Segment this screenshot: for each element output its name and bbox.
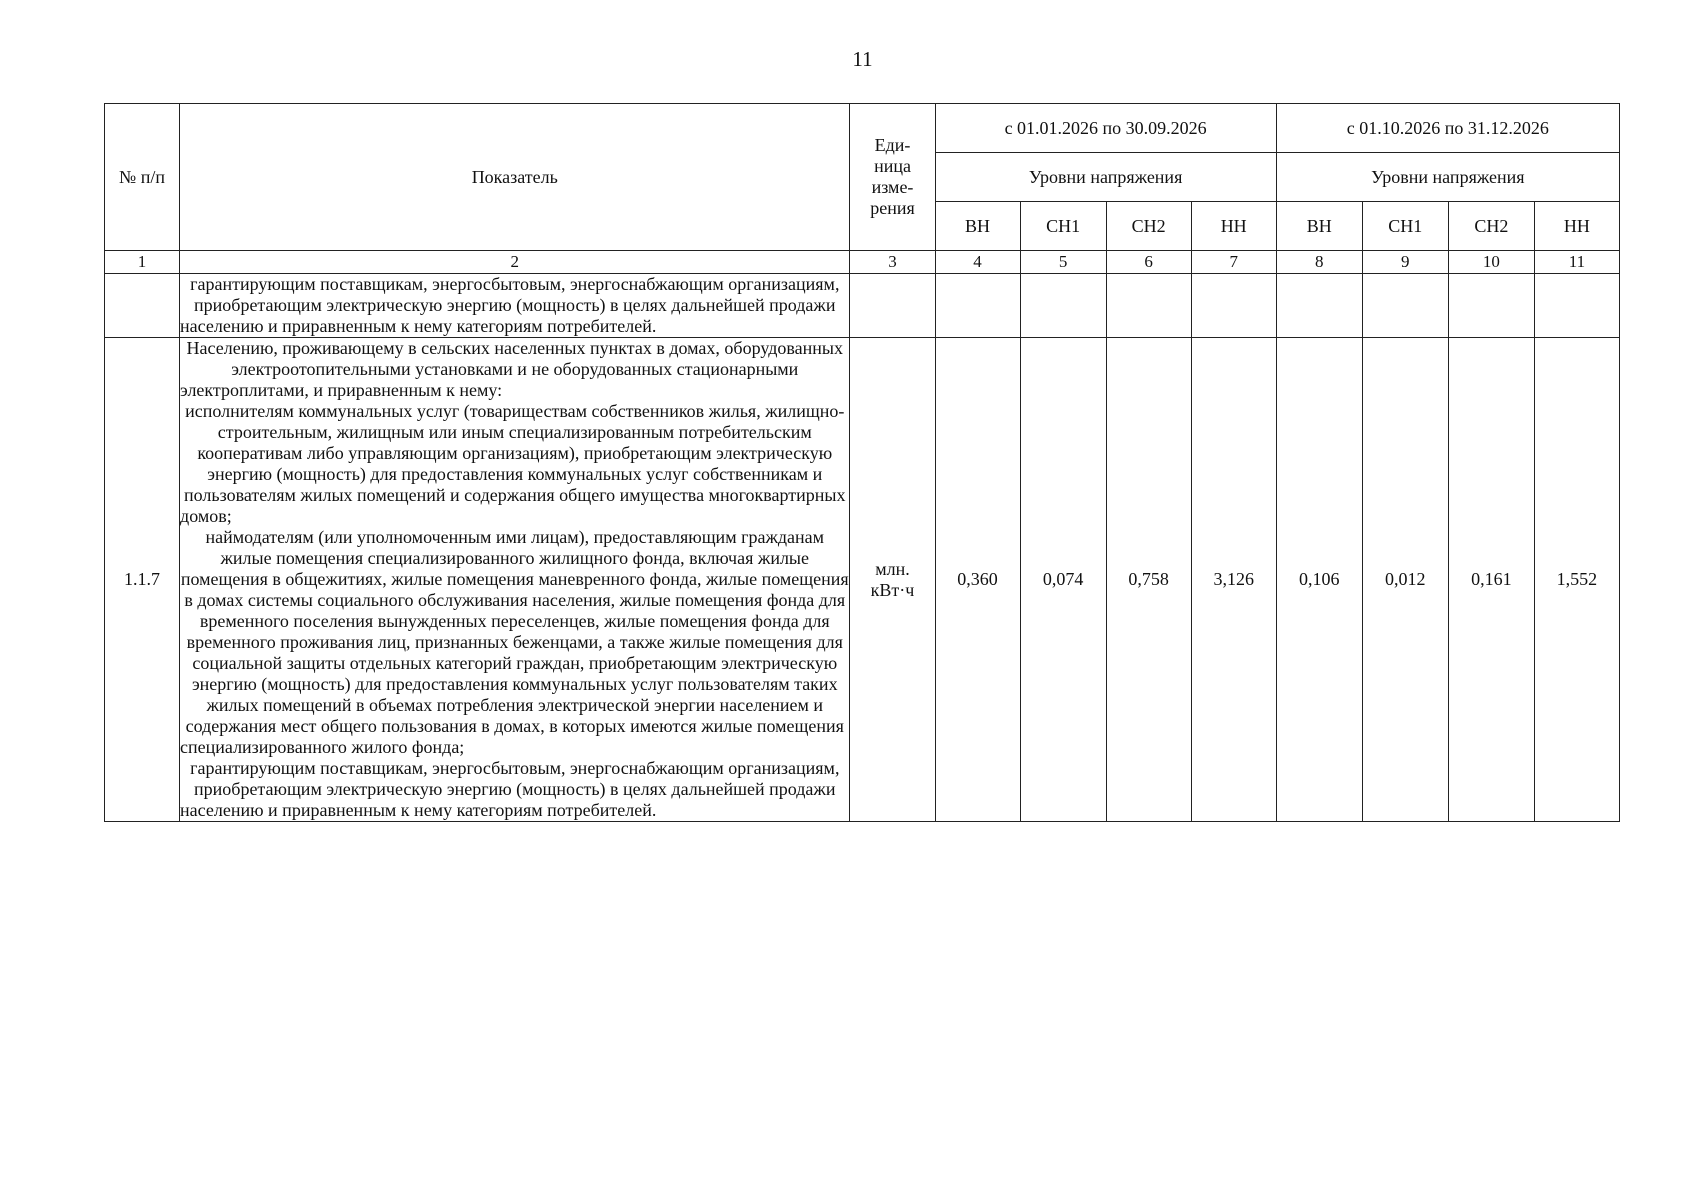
column-number: 6 [1106,251,1191,274]
page-number: 11 [852,47,873,71]
row-value [1191,274,1276,338]
table-row-continuation [105,274,1620,338]
column-number: 2 [180,251,850,274]
row-value-sn1-period-2: 0,012 [1362,338,1448,822]
row-value [1362,274,1448,338]
header-level-sn2-1: СН2 [1106,202,1191,251]
header-level-vn-1: ВН [935,202,1020,251]
tariff-balance-table [104,103,1620,822]
row-value-vn-period-2: 0,106 [1276,338,1362,822]
row-value-sn2-period-2: 0,161 [1448,338,1534,822]
row-value [1106,274,1191,338]
column-numbers-row [105,251,1620,274]
header-level-nn-1: НН [1191,202,1276,251]
header-col-num: № п/п [105,104,180,251]
column-number: 10 [1448,251,1534,274]
header-row-periods [105,104,1620,153]
column-number: 5 [1020,251,1106,274]
header-level-sn2-2: СН2 [1448,202,1534,251]
column-number: 11 [1534,251,1619,274]
header-level-sn1-2: СН1 [1362,202,1448,251]
column-number: 4 [935,251,1020,274]
row-value-vn-period-1: 0,360 [935,338,1020,822]
column-number: 7 [1191,251,1276,274]
header-col-indicator: Показатель [180,104,850,251]
row-indicator-text: Населению, проживающему в сельских населенных пунктах в домах, оборудованных электроотопительными установками и не оборудованных стационарными электроплитами, и приравненным к нему: исполнителям коммунальных услуг (товариществам собственников жилья, жилищно-строительным, жилищным или иным специализированным потребительским кооперативам либо управляющим организациям), приобретающим электрическую энергию (мощность) для предоставления коммунальных услуг собственникам и пользователям жилых помещений и содержания общего имущества многоквартирных домов; наймодателям (или уполномоченным ими лицам), предоставляющим гражданам жилые помещения специализированного жилищного фонда, включая жилые помещения в общежитиях, жилые помещения маневренного фонда, жилые помещения в домах системы социального обслуживания населения, жилые помещения фонда для временного поселения вынужденных переселенцев, жилые помещения фонда для временного проживания лиц, признанных беженцами, а также жилые помещения для социальной защиты отдельных категорий граждан, приобретающим электрическую энергию (мощность) для предоставления коммунальных услуг пользователям таких жилых помещений в объемах потребления электрической энергии населением и содержания мест общего пользования в домах, в которых имеются жилые помещения специализированного жилого фонда; гарантирующим поставщикам, энергосбытовым, энергоснабжающим организациям, приобретающим электрическую энергию (мощность) в целях дальнейшей продажи населению и приравненным к нему категориям потребителей. [180,338,849,820]
header-period-1: с 01.01.2026 по 30.09.2026 [935,104,1276,153]
row-value-sn2-period-1: 0,758 [1106,338,1191,822]
table-row-1-1-7 [105,338,1620,822]
row-unit: млн. кВт·ч [850,338,935,822]
row-value [935,274,1020,338]
column-number: 3 [850,251,935,274]
column-number: 8 [1276,251,1362,274]
row-value [1276,274,1362,338]
row-number: 1.1.7 [105,338,180,822]
row-value [1020,274,1106,338]
row-value-sn1-period-1: 0,074 [1020,338,1106,822]
header-level-vn-2: ВН [1276,202,1362,251]
header-col-unit: Еди- ница изме- рения [850,104,935,251]
row-unit [850,274,935,338]
row-value-nn-period-2: 1,552 [1534,338,1619,822]
row-indicator-text: гарантирующим поставщикам, энергосбытовым, энергоснабжающим организациям, приобретающим электрическую энергию (мощность) в целях дальнейшей продажи населению и приравненным к нему категориям потребителей. [180,274,850,338]
header-period-2: с 01.10.2026 по 31.12.2026 [1276,104,1619,153]
row-value [1534,274,1619,338]
row-number [105,274,180,338]
column-number: 9 [1362,251,1448,274]
row-value-nn-period-1: 3,126 [1191,338,1276,822]
header-voltage-levels-1: Уровни напряжения [935,153,1276,202]
header-voltage-levels-2: Уровни напряжения [1276,153,1619,202]
column-number: 1 [105,251,180,274]
row-value [1448,274,1534,338]
header-level-sn1-1: СН1 [1020,202,1106,251]
header-level-nn-2: НН [1534,202,1619,251]
